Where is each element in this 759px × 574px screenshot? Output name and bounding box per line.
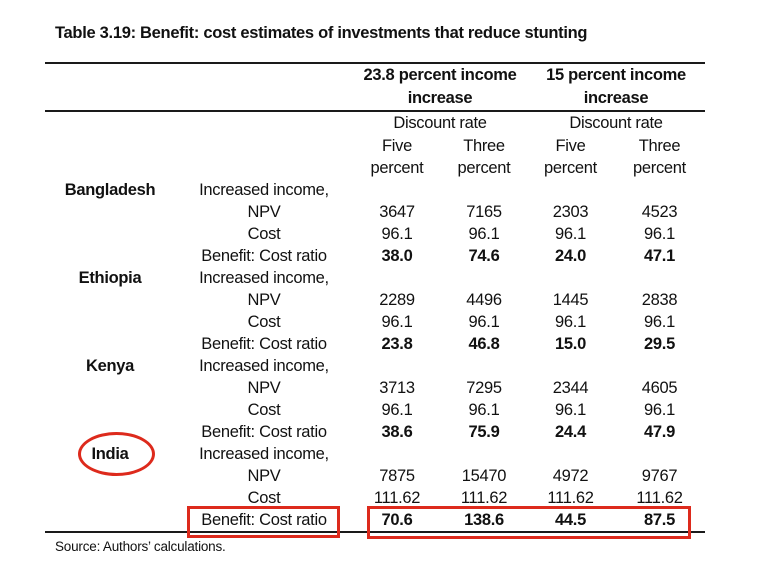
value-cell xyxy=(614,267,705,289)
value-cell: 96.1 xyxy=(381,225,413,243)
row-label: Benefit: Cost ratio xyxy=(201,247,327,265)
group-header-line2: increase xyxy=(407,89,473,107)
country-cell: Kenya xyxy=(85,357,135,375)
value-cell: 96.1 xyxy=(644,401,675,419)
row-label: NPV xyxy=(247,467,281,485)
country-cell xyxy=(45,399,175,421)
value-cell: 7295 xyxy=(466,379,502,397)
value-cell: 70.6 xyxy=(381,511,413,529)
country-cell xyxy=(45,311,175,333)
value-cell xyxy=(441,443,527,465)
value-cell: 111.62 xyxy=(373,489,421,507)
table-title: Table 3.19: Benefit: cost estimates of investments that reduce stunting xyxy=(55,24,588,42)
row-label: Cost xyxy=(247,401,281,419)
discount-rate-label-2: Discount rate xyxy=(569,114,663,132)
country-cell: Bangladesh xyxy=(64,181,156,199)
value-cell: 24.0 xyxy=(555,247,586,265)
country-cell xyxy=(45,421,175,443)
value-cell: 96.1 xyxy=(468,225,500,243)
table-row-kenya xyxy=(45,355,705,377)
table-row-cost xyxy=(45,311,705,333)
col-header-line2: percent xyxy=(457,159,511,177)
value-cell: 74.6 xyxy=(468,247,500,265)
value-cell xyxy=(614,179,705,201)
table-row-bc-ratio xyxy=(45,333,705,355)
table-body xyxy=(45,179,705,533)
col-header-line1: Five xyxy=(382,137,412,155)
benefit-cost-table xyxy=(45,62,705,533)
table-row-npv xyxy=(45,289,705,311)
value-cell xyxy=(614,443,705,465)
value-cell: 96.1 xyxy=(644,313,675,331)
value-cell: 96.1 xyxy=(381,401,413,419)
value-cell xyxy=(441,179,527,201)
country-cell xyxy=(45,509,175,531)
source-note: Source: Authors’ calculations. xyxy=(55,539,226,554)
value-cell: 2289 xyxy=(379,291,415,309)
group-header-line1: 23.8 percent income xyxy=(363,66,517,84)
value-cell: 38.6 xyxy=(381,423,413,441)
row-label: Cost xyxy=(247,313,281,331)
value-cell: 2344 xyxy=(552,379,589,397)
group-header-line2: increase xyxy=(583,89,649,107)
value-cell: 138.6 xyxy=(464,511,504,529)
table-row-npv xyxy=(45,377,705,399)
value-cell: 7875 xyxy=(379,467,415,485)
country-cell: India xyxy=(91,445,129,463)
row-label: NPV xyxy=(247,379,281,397)
value-cell xyxy=(353,179,441,201)
col-header-line1: Three xyxy=(463,137,505,155)
table-row-bangladesh xyxy=(45,179,705,201)
row-label: NPV xyxy=(247,203,281,221)
value-cell: 15.0 xyxy=(555,335,586,353)
group-header-spacer xyxy=(45,64,353,110)
table-row-cost xyxy=(45,223,705,245)
value-cell xyxy=(441,267,527,289)
value-cell: 96.1 xyxy=(555,225,586,243)
value-cell: 96.1 xyxy=(644,225,675,243)
group-header-15-percent xyxy=(527,64,705,110)
value-cell: 23.8 xyxy=(381,335,413,353)
col-header-line1: Three xyxy=(638,137,681,155)
table-row-npv xyxy=(45,201,705,223)
value-cell: 2303 xyxy=(552,203,589,221)
value-cell xyxy=(527,443,614,465)
value-cell: 3647 xyxy=(379,203,415,221)
row-label: Benefit: Cost ratio xyxy=(201,423,327,441)
table-row-bc-ratio xyxy=(45,421,705,443)
table-row-npv xyxy=(45,465,705,487)
country-cell xyxy=(45,201,175,223)
table-row-india xyxy=(45,443,705,465)
value-cell xyxy=(614,355,705,377)
value-cell: 75.9 xyxy=(468,423,500,441)
table-row-cost xyxy=(45,399,705,421)
value-cell: 111.62 xyxy=(547,489,594,507)
value-cell xyxy=(527,267,614,289)
col-header-line2: percent xyxy=(544,159,597,177)
row-label: Cost xyxy=(247,225,281,243)
value-cell: 96.1 xyxy=(555,313,586,331)
value-cell: 4972 xyxy=(552,467,589,485)
value-cell xyxy=(353,355,441,377)
value-cell: 9767 xyxy=(641,467,678,485)
value-cell: 4496 xyxy=(466,291,502,309)
value-cell: 47.1 xyxy=(644,247,675,265)
value-cell: 4523 xyxy=(641,203,678,221)
row-label: Increased income, xyxy=(199,269,329,287)
country-cell xyxy=(45,289,175,311)
table-row-ethiopia xyxy=(45,267,705,289)
value-cell xyxy=(441,355,527,377)
table-row-bc-ratio xyxy=(45,245,705,267)
value-cell: 111.62 xyxy=(636,489,683,507)
value-cell: 96.1 xyxy=(468,313,500,331)
value-cell: 24.4 xyxy=(555,423,586,441)
country-cell xyxy=(45,377,175,399)
value-cell: 7165 xyxy=(466,203,502,221)
value-cell xyxy=(527,179,614,201)
col-header-line1: Five xyxy=(555,137,586,155)
row-label: Increased income, xyxy=(199,445,329,463)
discount-rate-label-1: Discount rate xyxy=(393,114,487,132)
group-header-row xyxy=(45,64,705,112)
value-cell: 87.5 xyxy=(644,511,675,529)
discount-rate-row xyxy=(45,112,705,135)
country-cell xyxy=(45,487,175,509)
value-cell xyxy=(353,267,441,289)
value-cell: 46.8 xyxy=(468,335,500,353)
table-row-bc-ratio-india xyxy=(45,509,705,531)
row-label: Benefit: Cost ratio xyxy=(201,335,327,353)
value-cell: 111.62 xyxy=(460,489,508,507)
value-cell: 2838 xyxy=(641,291,678,309)
country-cell: Ethiopia xyxy=(78,269,142,287)
col-header-three-percent-a xyxy=(441,135,527,179)
value-cell: 47.9 xyxy=(644,423,675,441)
value-cell xyxy=(527,355,614,377)
value-cell: 96.1 xyxy=(468,401,500,419)
value-cell: 29.5 xyxy=(644,335,675,353)
col-header-three-percent-b xyxy=(614,135,705,179)
col-header-line2: percent xyxy=(633,159,686,177)
col-header-line2: percent xyxy=(370,159,424,177)
column-header-row xyxy=(45,135,705,179)
row-label: Cost xyxy=(247,489,281,507)
table-row-cost xyxy=(45,487,705,509)
value-cell: 4605 xyxy=(641,379,678,397)
value-cell: 1445 xyxy=(552,291,589,309)
value-cell: 38.0 xyxy=(381,247,413,265)
country-cell xyxy=(45,223,175,245)
group-header-line1: 15 percent income xyxy=(546,66,686,84)
country-cell xyxy=(45,245,175,267)
row-label: Increased income, xyxy=(199,181,329,199)
column-header-spacer xyxy=(45,135,353,179)
value-cell: 15470 xyxy=(461,467,507,485)
row-label: Benefit: Cost ratio xyxy=(201,511,327,529)
country-cell xyxy=(45,333,175,355)
value-cell: 44.5 xyxy=(555,511,586,529)
col-header-five-percent-a xyxy=(353,135,441,179)
value-cell: 3713 xyxy=(379,379,415,397)
col-header-five-percent-b xyxy=(527,135,614,179)
value-cell: 96.1 xyxy=(381,313,413,331)
discount-rate-spacer xyxy=(45,112,353,135)
value-cell: 96.1 xyxy=(555,401,586,419)
value-cell xyxy=(353,443,441,465)
row-label: NPV xyxy=(247,291,281,309)
group-header-23-8-percent xyxy=(353,64,527,110)
row-label: Increased income, xyxy=(199,357,329,375)
country-cell xyxy=(45,465,175,487)
